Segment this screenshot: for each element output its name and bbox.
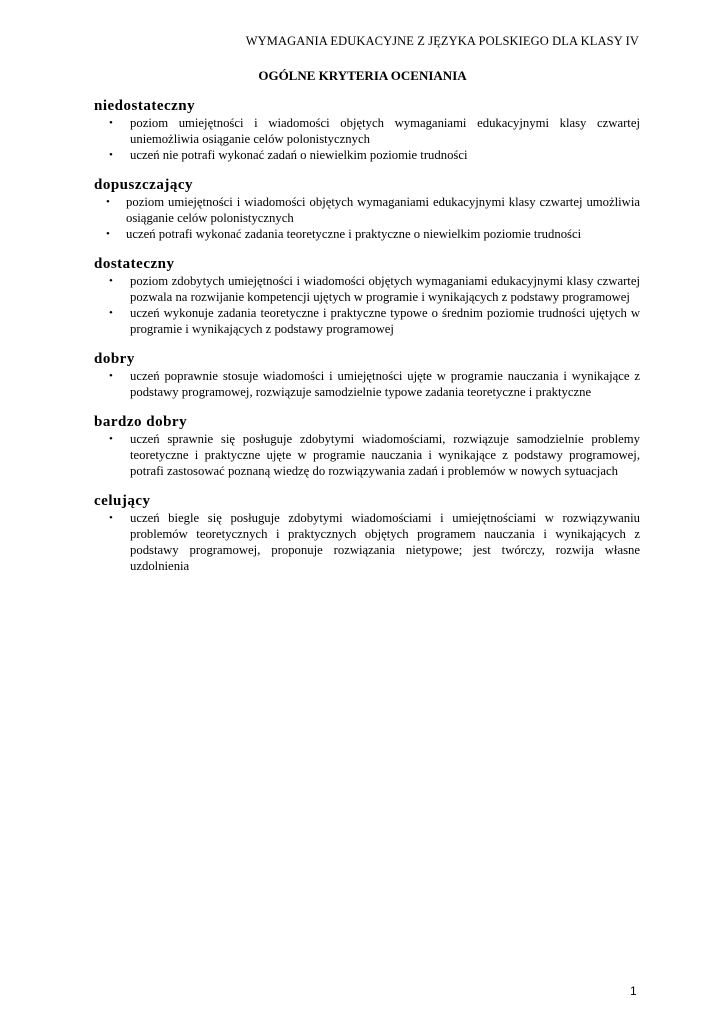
section-bardzo-dobry (94, 413, 640, 479)
criteria-content (94, 97, 640, 587)
list-item-text: uczeń biegle się posługuje zdobytymi wiadomościami i umiejętnościami w rozwiązywaniu problemów teoretycznych i praktycznych objętych programem nauczania i wynikających z podstawy programowej, proponuje rozwiązania nietypowe; jest twórczy, rozwija własne uzdolnienia (130, 511, 640, 573)
section-heading: celujący (94, 493, 151, 509)
list-item-text: poziom zdobytych umiejętności i wiadomości objętych wymaganiami edukacyjnymi klasy czwartej pozwala na rozwijanie kompetencji ujętych w programie i wynikających z podstawy programowej (130, 274, 640, 304)
list-item (94, 305, 640, 337)
list-item-text: poziom umiejętności i wiadomości objętych wymaganiami edukacyjnymi klasy czwartej uniemożliwia osiąganie celów polonistycznych (130, 116, 640, 146)
bullet-icon: • (109, 275, 113, 287)
section-niedostateczny (94, 97, 640, 163)
list-item-text: uczeń potrafi wykonać zadania teoretyczne i praktyczne o niewielkim poziomie trudności (126, 227, 582, 241)
criteria-list (94, 115, 640, 163)
document-header: WYMAGANIA EDUKACYJNE Z JĘZYKA POLSKIEGO DLA KLASY IV (245, 34, 639, 48)
bullet-icon: • (109, 307, 113, 319)
criteria-list (94, 368, 640, 400)
list-item (94, 226, 640, 242)
section-heading: dobry (94, 351, 135, 367)
bullet-icon: • (106, 228, 110, 240)
page-title: OGÓLNE KRYTERIA OCENIANIA (258, 68, 467, 83)
bullet-icon: • (109, 149, 113, 161)
bullet-icon: • (109, 117, 113, 129)
section-heading: dopuszczający (94, 177, 193, 193)
criteria-list (94, 431, 640, 479)
criteria-list (94, 194, 640, 242)
list-item-text: uczeń sprawnie się posługuje zdobytymi wiadomościami, rozwiązuje samodzielnie problemy teoretyczne i praktyczne ujęte w programie nauczania i wynikające z podstawy programowej, potrafi zastosować poznaną wiedzę do rozwiązywania zadań i problemów w nowych sytuacjach (130, 432, 640, 478)
section-dobry (94, 350, 640, 400)
criteria-list (94, 273, 640, 337)
list-item-text: uczeń wykonuje zadania teoretyczne i praktyczne typowe o średnim poziomie trudności ujętych w programie i wynikających z podstawy programowej (130, 306, 640, 336)
section-dopuszczajacy (94, 176, 640, 242)
page-number: 1 (630, 984, 637, 998)
section-heading: bardzo dobry (94, 414, 188, 430)
criteria-list (94, 510, 640, 574)
list-item (94, 273, 640, 305)
list-item-text: uczeń nie potrafi wykonać zadań o niewielkim poziomie trudności (130, 148, 468, 162)
bullet-icon: • (109, 370, 113, 382)
list-item (94, 194, 640, 226)
list-item (94, 431, 640, 479)
section-heading: dostateczny (94, 256, 175, 272)
bullet-icon: • (106, 196, 110, 208)
section-heading: niedostateczny (94, 98, 196, 114)
list-item (94, 510, 640, 574)
list-item (94, 115, 640, 147)
list-item (94, 368, 640, 400)
bullet-icon: • (109, 433, 113, 445)
section-celujacy (94, 492, 640, 574)
list-item-text: uczeń poprawnie stosuje wiadomości i umiejętności ujęte w programie nauczania i wynikające z podstawy programowej, rozwiązuje samodzielnie typowe zadania teoretyczne i praktyczne (130, 369, 640, 399)
bullet-icon: • (109, 512, 113, 524)
list-item (94, 147, 640, 163)
section-dostateczny (94, 255, 640, 337)
list-item-text: poziom umiejętności i wiadomości objętych wymaganiami edukacyjnymi klasy czwartej umożliwia osiąganie celów polonistycznych (126, 195, 640, 225)
